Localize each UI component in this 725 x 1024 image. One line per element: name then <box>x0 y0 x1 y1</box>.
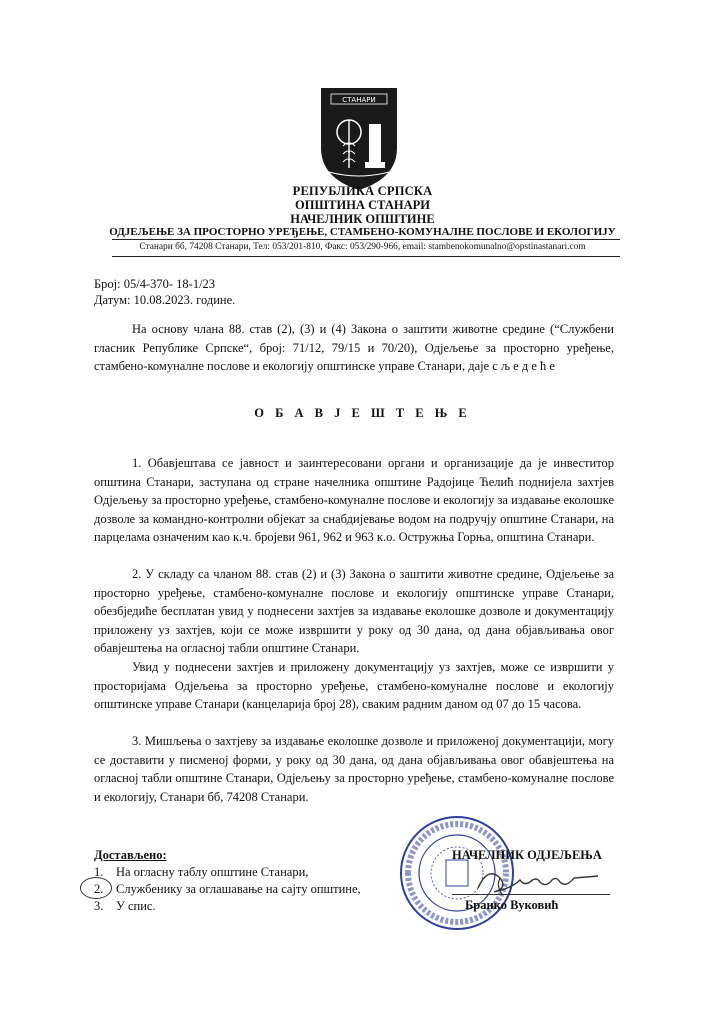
paragraph-2: 2. У складу са чланом 88. став (2) и (3) Закона о заштити животне средине, Одјељење за просторно уређење, стамбено-комуналне послове и екологију општинске управе Станари, обезбједиће бесплатан увид у поднесени захтјев за издавање еколошке дозволе и документацију приложену уз захтјев, који се може извршити у року од 30 дана, од дана објављивања овог обавјештења на огласној табли општине Станари. <box>94 567 614 655</box>
delivery-item <box>94 881 361 898</box>
header-department: ОДЈЕЉЕЊЕ ЗА ПРОСТОРНО УРЕЂЕЊЕ, СТАМБЕНО-КОМУНАЛНЕ ПОСЛОВЕ И ЕКОЛОГИЈУ <box>109 226 616 238</box>
header-municipality: ОПШТИНА СТАНАРИ <box>295 198 430 212</box>
header-contact: Станари бб, 74208 Станари, Тел: 053/201-810, Факс: 053/290-966, email: stambenokomunalno@opstinastanari.com <box>139 242 586 252</box>
crest-label: СТАНАРИ <box>342 96 376 104</box>
signature-line <box>452 894 610 895</box>
header-divider-top <box>112 239 620 240</box>
delivery-item <box>94 898 361 915</box>
delivery-item-text: Службенику за оглашавање на сајту општине, <box>116 882 361 896</box>
delivery-item-number: 1. <box>94 865 104 879</box>
delivery-item-number: 3. <box>94 899 104 913</box>
paragraph-1: 1. Обавјештава се јавност и заинтересовани органи и организације да је инвеститор општина Станари, заступана од стране начелника општине Радојице Ћелић поднијела захтјев Одјељењу за просторно уређење, стамбено-комуналне послове и екологију за издавање еколошке дозволе за командно-контролни објекат за снабдијевање водом на подручју општине Станари, на парцелама означеним као к.ч. бројеви 961, 962 и 963 к.о. Остружња Горња, општина Станари. <box>94 456 614 544</box>
delivery-item <box>94 864 361 881</box>
header-republic: РЕПУБЛИКА СРПСКА <box>292 184 433 198</box>
handwritten-signature-icon <box>470 862 620 902</box>
delivery-item-number: 2. <box>94 882 104 896</box>
coat-of-arms-icon <box>319 86 399 192</box>
handwritten-circle-mark <box>80 877 112 899</box>
paragraph-2b: Увид у поднесени захтјев и приложену документацију уз захтјев, може се извршити у просторијама Одјељења за просторно уређење, стамбено-комуналне послове и екологију општинске управе Станари (канцеларија број 28), сваким радним даном од 07 до 15 часова. <box>94 660 614 711</box>
signature-name: Бранко Вуковић <box>465 898 559 912</box>
paragraph-3: 3. Мишљења о захтјеву за издавање еколошке дозволе и приложеној документацији, могу се доставити у писменој форми, у року од 30 дана, од дана објављивања овог обавјештења на огласној табли општине Станари, Одјељењу за просторно уређење, стамбено-комуналне послове и екологију, Станари бб, 74208 Станари. <box>94 734 614 804</box>
header-mayor: НАЧЕЛНИК ОПШТИНЕ <box>290 212 435 226</box>
delivery-item-text: На огласну таблу општине Станари, <box>116 865 309 879</box>
delivery-item-text: У спис. <box>116 899 156 913</box>
document-date: Датум: 10.08.2023. године. <box>94 293 236 307</box>
document-title: О Б А В Ј Е Ш Т Е Њ Е <box>254 406 471 420</box>
intro-paragraph: На основу члана 88. став (2), (3) и (4) Закона о заштити животне средине (“Службени гласник Републике Српске“, број: 71/12, 79/15 и 70/20), Одјељење за просторно уређење, стамбено-комуналне послове и екологију општинске управе Станари, даје с љ е д е ћ е <box>94 322 614 373</box>
header-divider-bottom <box>112 256 620 257</box>
delivery-title: Достављено: <box>94 848 167 862</box>
signature-title: НАЧЕЛНИК ОДЈЕЉЕЊА <box>452 848 602 862</box>
delivery-list <box>94 864 361 915</box>
document-number: Број: 05/4-370- 18-1/23 <box>94 277 216 291</box>
